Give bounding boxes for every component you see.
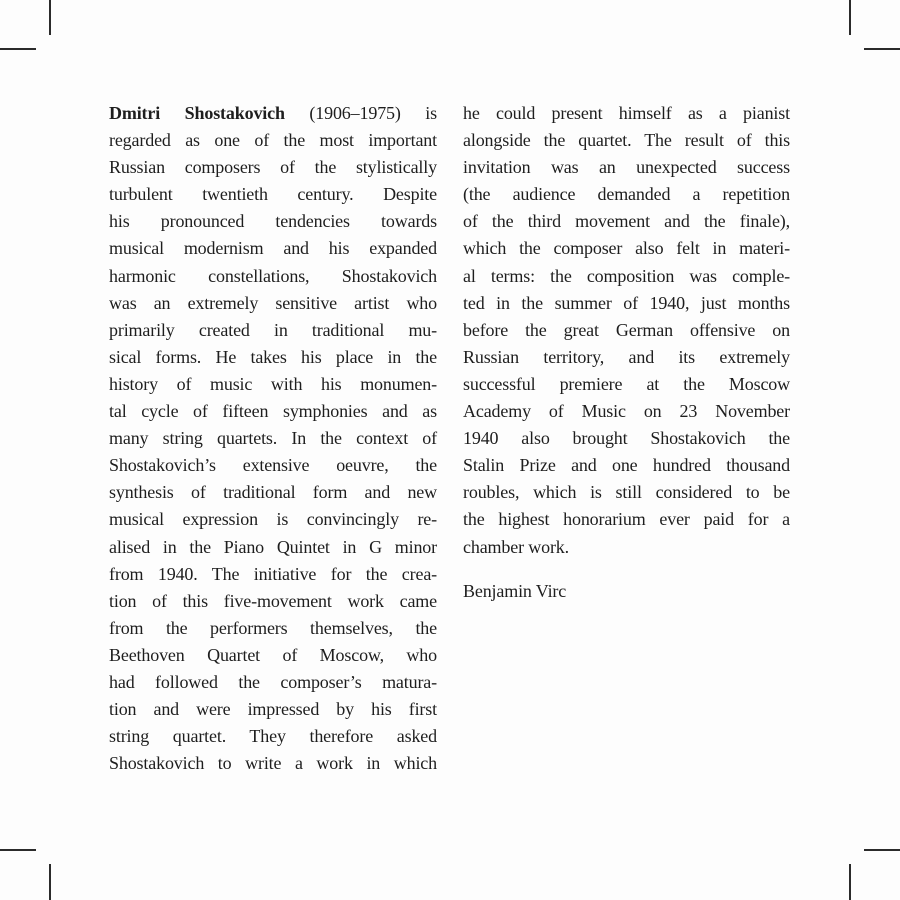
- crop-mark-top-right-vertical: [849, 0, 851, 35]
- text-line: his pronounced tendencies towards: [109, 211, 437, 232]
- crop-mark-top-right-horizontal: [864, 48, 900, 50]
- text-line: Russian territory, and its extremely: [463, 346, 790, 367]
- text-line: musical expression is convincingly re-: [109, 509, 437, 530]
- byline: Benjamin Virc: [463, 580, 567, 601]
- text-line: chamber work.: [463, 536, 570, 557]
- text-line: Academy of Music on 23 November: [463, 401, 790, 422]
- text-line: roubles, which is still considered to be: [463, 482, 790, 503]
- crop-mark-top-left-vertical: [49, 0, 51, 35]
- text-line: from 1940. The initiative for the crea-: [109, 563, 437, 584]
- text-line: Shostakovich’s extensive oeuvre, the: [109, 455, 437, 476]
- text-line: Dmitri Shostakovich (1906–1975) is: [109, 103, 437, 123]
- text-line: successful premiere at the Moscow: [463, 373, 790, 394]
- text-line: synthesis of traditional form and new: [109, 482, 437, 503]
- text-line: harmonic constellations, Shostakovich: [109, 265, 437, 286]
- text-line: alised in the Piano Quintet in G minor: [109, 536, 437, 557]
- text-line: tal cycle of fifteen symphonies and as: [109, 401, 437, 422]
- text-line: string quartet. They therefore asked: [109, 726, 437, 747]
- text-line: from the performers themselves, the: [109, 617, 437, 638]
- text-line: history of music with his monumen-: [109, 373, 437, 394]
- crop-mark-bottom-right-vertical: [849, 864, 851, 900]
- text-line: invitation was an unexpected success: [463, 157, 790, 178]
- text-line: primarily created in traditional mu-: [109, 319, 437, 340]
- text-line: tion and were impressed by his first: [109, 699, 437, 720]
- text-line: Shostakovich to write a work in which: [109, 753, 437, 774]
- text-line: tion of this five-movement work came: [109, 590, 437, 611]
- text-line: Russian composers of the stylistically: [109, 157, 437, 178]
- text-line: ted in the summer of 1940, just months: [463, 292, 790, 313]
- text-line: sical forms. He takes his place in the: [109, 346, 437, 367]
- crop-mark-top-left-horizontal: [0, 48, 36, 50]
- crop-mark-bottom-left-horizontal: [0, 849, 36, 851]
- text-line: was an extremely sensitive artist who: [109, 292, 437, 313]
- crop-mark-bottom-left-vertical: [49, 864, 51, 900]
- text-line: regarded as one of the most important: [109, 130, 437, 151]
- text-line: before the great German offensive on: [463, 319, 790, 340]
- right-column-lines: [463, 100, 790, 561]
- text-line: alongside the quartet. The result of this: [463, 130, 790, 151]
- text-line: which the composer also felt in materi-: [463, 238, 790, 259]
- text-line: he could present himself as a pianist: [463, 103, 790, 123]
- text-line: Stalin Prize and one hundred thousand: [463, 455, 790, 476]
- article-left-column: [109, 100, 437, 777]
- text-line: of the third movement and the finale),: [463, 211, 790, 232]
- text-line: (the audience demanded a repetition: [463, 184, 790, 205]
- text-line: turbulent twentieth century. Despite: [109, 184, 437, 205]
- text-line: the highest honorarium ever paid for a: [463, 509, 790, 530]
- text-line: al terms: the composition was comple-: [463, 265, 790, 286]
- article-right-column: [463, 100, 790, 605]
- text-line: 1940 also brought Shostakovich the: [463, 428, 790, 449]
- text-line: had followed the composer’s matura-: [109, 671, 437, 692]
- crop-mark-bottom-right-horizontal: [864, 849, 900, 851]
- text-line: many string quartets. In the context of: [109, 428, 437, 449]
- text-line: Beethoven Quartet of Moscow, who: [109, 644, 437, 665]
- text-line: musical modernism and his expanded: [109, 238, 437, 259]
